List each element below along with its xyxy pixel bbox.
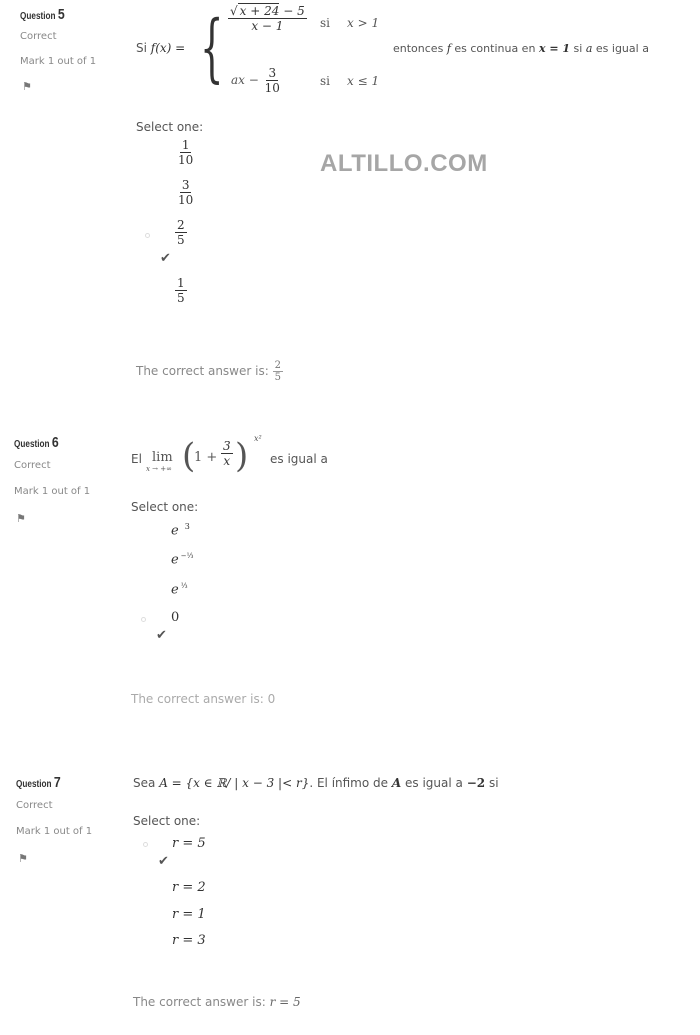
select-one-label: Select one:: [133, 814, 201, 828]
limit-subscript: x → +∞: [146, 465, 172, 473]
piecewise-case-2: ax − $\frac{3}{10}$: [231, 66, 280, 95]
question-status: Correct: [14, 460, 51, 471]
radio-button[interactable]: [145, 233, 150, 238]
paren-close: ): [235, 436, 249, 476]
one-plus: 1 +: [194, 450, 218, 465]
question-mark: Mark 1 out of 1: [16, 826, 93, 837]
correct-answer: The correct answer is: r = 5: [133, 995, 301, 1009]
question-7: [0, 770, 700, 1035]
answer-option-selected[interactable]: 0: [171, 610, 180, 625]
correct-answer: The correct answer is: 0: [131, 692, 276, 706]
question-mark: Mark 1 out of 1: [14, 486, 91, 497]
answer-option[interactable]: r = 3: [172, 933, 206, 948]
flag-icon[interactable]: ⚑: [16, 512, 26, 525]
piecewise-brace: {: [200, 5, 224, 91]
question-status: Correct: [16, 800, 53, 811]
case-2-si: si: [320, 74, 330, 88]
answer-option-selected[interactable]: r = 5: [172, 836, 206, 851]
case-2-condition: x ≤ 1: [347, 74, 380, 88]
radio-button[interactable]: [141, 617, 146, 622]
answer-option[interactable]: $\frac{1}{10}$: [178, 138, 194, 167]
question-label: Question 5: [20, 6, 65, 23]
question-label: Question 6: [14, 434, 59, 451]
checkmark-icon: ✔: [158, 854, 169, 869]
paren-open: (: [182, 436, 196, 476]
flag-icon[interactable]: ⚑: [18, 852, 28, 865]
limit-power: x²: [254, 434, 262, 443]
answer-option[interactable]: r = 2: [172, 880, 206, 895]
select-one-label: Select one:: [131, 500, 199, 514]
question-mark: Mark 1 out of 1: [20, 56, 97, 67]
correct-answer: The correct answer is: $\frac{2}{5}$: [136, 360, 281, 383]
answer-option[interactable]: r = 1: [172, 907, 206, 922]
question-prompt: El: [131, 452, 142, 466]
answer-option[interactable]: e $^{\frac{1}{3}}$: [171, 582, 188, 598]
radio-button[interactable]: [143, 842, 148, 847]
answer-option[interactable]: e $^3$: [171, 522, 190, 539]
case-1-si: si: [320, 16, 330, 30]
checkmark-icon: ✔: [160, 251, 171, 266]
limit-operator: lim: [152, 450, 173, 465]
case-1-condition: x > 1: [347, 16, 380, 30]
question-5: [0, 0, 700, 400]
question-label: Question 7: [16, 774, 61, 791]
question-prompt: Si f(x) =: [136, 41, 186, 55]
checkmark-icon: ✔: [156, 628, 167, 643]
question-status: Correct: [20, 31, 57, 42]
piecewise-case-1: $\frac{√ x + 24 - 5}{x - 1}$: [230, 4, 305, 33]
question-prompt-suffix: entonces f es continua en x = 1 si a es igual a: [393, 42, 649, 55]
answer-option[interactable]: e $^{-\frac{1}{3}}$: [171, 552, 194, 568]
question-prompt: Sea A = {x ∈ ℝ/ | x − 3 |< r}. El ínfimo de A es igual a −2 si: [133, 776, 499, 790]
answer-option[interactable]: $\frac{1}{5}$: [177, 276, 185, 305]
prompt-suffix: es igual a: [270, 452, 328, 466]
flag-icon[interactable]: ⚑: [22, 80, 32, 93]
select-one-label: Select one:: [136, 120, 204, 134]
answer-option-selected[interactable]: $\frac{2}{5}$: [177, 218, 185, 247]
limit-fraction: $\frac{3}{x}$: [223, 439, 231, 468]
watermark: ALTILLO.COM: [320, 150, 488, 177]
question-6: [0, 430, 700, 730]
answer-option[interactable]: $\frac{3}{10}$: [178, 178, 194, 207]
